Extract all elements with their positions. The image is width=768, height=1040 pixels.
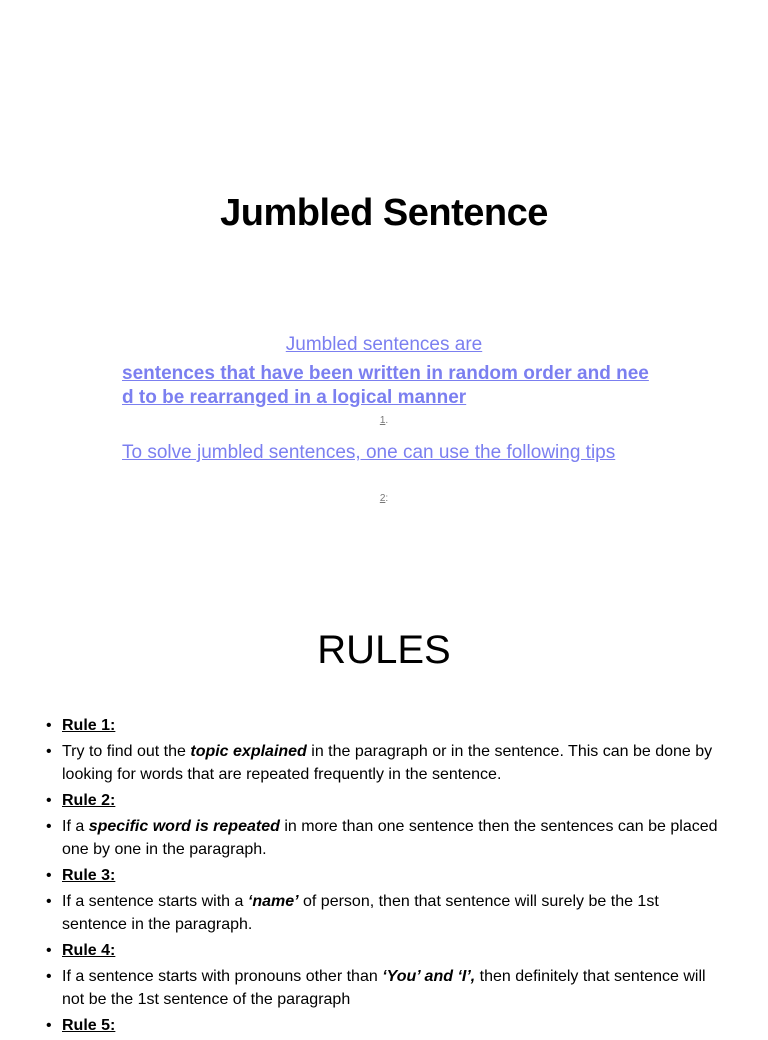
list-item	[46, 890, 726, 936]
rule-emphasis: ‘You’ and ‘I’,	[382, 968, 476, 985]
tips-text	[122, 441, 652, 465]
rules-title: RULES	[317, 628, 451, 672]
footnote-1-link[interactable]: 1	[379, 415, 386, 426]
rule-emphasis: topic explained	[190, 743, 307, 760]
slide-title: Jumbled Sentence	[220, 192, 548, 234]
rule-text: If a sentence starts with pronouns other than	[62, 968, 383, 985]
footnote-2-link[interactable]: 2	[379, 493, 386, 504]
rule-text: in the paragraph or in the sentence. This can be done by looking for words that are repeated frequently in the sentence.	[62, 743, 713, 783]
rule-text: If a	[62, 818, 89, 835]
intro-line	[0, 334, 768, 356]
footnote-2-punct: :	[385, 493, 389, 504]
footnote-1-punct: .	[385, 415, 389, 426]
list-item	[46, 740, 726, 786]
list-item	[46, 1014, 726, 1037]
slide-2	[0, 578, 768, 1034]
rule-text: If a sentence starts with a	[62, 893, 248, 910]
list-item	[46, 965, 726, 1011]
tips-link[interactable]: To solve jumbled sentences, one can use the following tips	[122, 442, 616, 463]
list-item	[46, 815, 726, 861]
rule-heading: Rule 3:	[62, 867, 116, 884]
intro-link[interactable]: Jumbled sentences are	[285, 334, 483, 355]
definition-link[interactable]: sentences that have been written in random order and need to be rearranged in a logical manner	[122, 363, 649, 408]
list-item	[46, 714, 726, 737]
list-item	[46, 939, 726, 962]
footnote-1	[0, 415, 768, 426]
rule-emphasis: specific word is repeated	[88, 818, 280, 835]
rule-emphasis: ‘name’	[247, 893, 299, 910]
rule-text: of person, then that sentence will surely be the 1st sentence in the paragraph.	[62, 893, 659, 933]
rule-text: in more than one sentence then the sentences can be placed one by one in the paragraph.	[62, 818, 718, 858]
rules-list	[46, 714, 726, 1040]
footnote-2	[0, 493, 768, 504]
rule-text: then definitely that sentence will not be the 1st sentence of the paragraph	[62, 968, 706, 1008]
list-item	[46, 864, 726, 887]
rule-heading: Rule 1:	[62, 717, 116, 734]
rule-heading: Rule 2:	[62, 792, 116, 809]
definition-text	[122, 362, 652, 410]
rule-heading: Rule 5:	[62, 1017, 116, 1034]
list-item	[46, 789, 726, 812]
rule-text: Try to find out the	[62, 743, 191, 760]
rule-heading: Rule 4:	[62, 942, 116, 959]
